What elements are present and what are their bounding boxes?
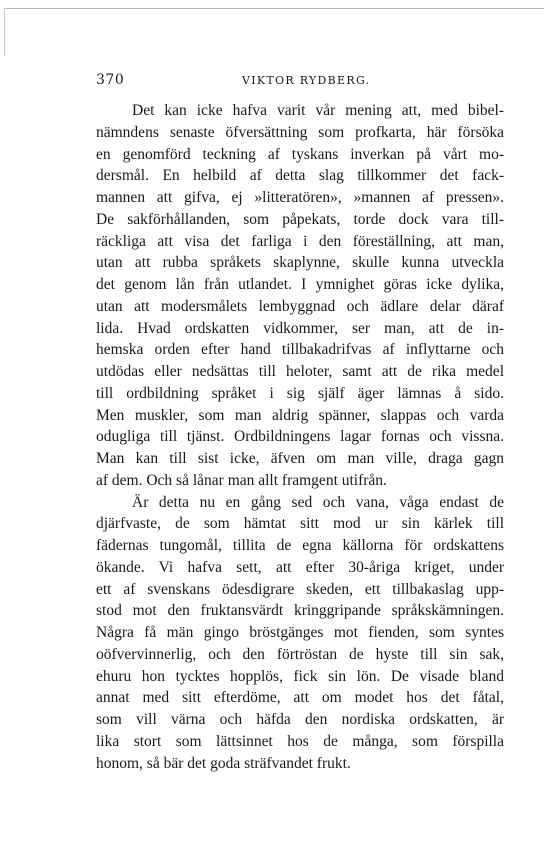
text-line: lida. Hvad ordskatten vidkommer, ser man, att de in- — [96, 319, 504, 337]
text-line: fädernas tungomål, tillita de egna källorna för ordskattens — [96, 537, 504, 554]
text-line: dersmål. En helbild af detta slag tillkommer det fack- — [96, 167, 504, 185]
text-line: till ordbildning språket i sig själf äger lämnas å sido. — [96, 384, 504, 402]
text-line: Man kan till sist icke, äfven om man ville, draga gagn — [96, 450, 504, 467]
text-line: ökande. Vi hafva sett, att efter 30-åriga kriget, under — [96, 558, 504, 576]
text-line: Men muskler, som man aldrig spänner, slappas och varda — [96, 406, 504, 424]
text-line: odugliga till tjänst. Ordbildningens lagar fornas och vissna. — [96, 428, 504, 446]
text-line: annat med sitt efterdöme, att om modet hos det fåtal, — [96, 689, 504, 707]
text-line: nämndens senaste öfversättning som profkarta, här försöka — [96, 123, 504, 141]
text-line: stod mot den fruktansvärdt kringgripande språkskämningen. — [96, 602, 504, 620]
page-number: 370 — [96, 72, 125, 88]
text-line: en genomförd teckning af tyskans inverkan på vårt mo- — [96, 145, 504, 163]
text-line: oöfvervinnerlig, och den förtröstan de hyste till sin sak, — [96, 645, 504, 663]
page-top-edge — [4, 8, 544, 9]
text-line: mannen att gifva, ej »litteratören», »mannen af pressen». — [96, 189, 504, 206]
text-line: af dem. Och så lånar man allt framgent utifrån. — [96, 471, 387, 489]
text-line: Några få män gingo bröstgänges mot fienden, som syntes — [96, 624, 504, 641]
text-line: lika stort som lättsinnet hos de många, som förspilla — [96, 732, 504, 750]
text-line: utan att rubba språkets skaplynne, skulle kunna utveckla — [96, 254, 504, 272]
page-left-edge — [4, 8, 5, 56]
body-text — [96, 100, 504, 774]
text-line: Det kan icke hafva varit vår mening att, med bibel- — [132, 102, 504, 119]
text-line: det genom lån från utlandet. I ymnighet göras icke dylika, — [96, 276, 504, 293]
text-line: ehuru hon tycktes hopplös, fick sin lön. De visade bland — [96, 667, 504, 685]
text-line: som vill värna och häfda den nordiska ordskatten, är — [96, 711, 504, 728]
text-line: djärfvaste, de som hämtat sitt mod ur sin kärlek till — [96, 515, 504, 533]
paragraph-1 — [96, 100, 504, 492]
paragraph-2 — [96, 492, 504, 775]
text-line: utdödas eller nedsättas till heloter, samt att de rika medel — [96, 363, 504, 380]
running-head: VIKTOR RYDBERG. — [242, 74, 371, 87]
text-line: De sakförhållanden, som påpekats, torde dock vara till- — [96, 210, 504, 228]
text-line: utan att modersmålets lembyggnad och ädlare delar däraf — [96, 297, 504, 315]
text-line: Är detta nu en gång sed och vana, våga endast de — [132, 493, 504, 511]
page-header — [96, 72, 504, 92]
text-line: räckliga att visa det farliga i den föreställning, att man, — [96, 232, 504, 250]
text-line: ett af svenskans ödesdigrare skeden, ett tillbakaslag upp- — [96, 580, 504, 598]
text-line: hemska orden efter hand tillbakadrifvas af inflyttarne och — [96, 341, 504, 359]
text-line: honom, så bär det goda sträfvandet frukt. — [96, 754, 351, 772]
